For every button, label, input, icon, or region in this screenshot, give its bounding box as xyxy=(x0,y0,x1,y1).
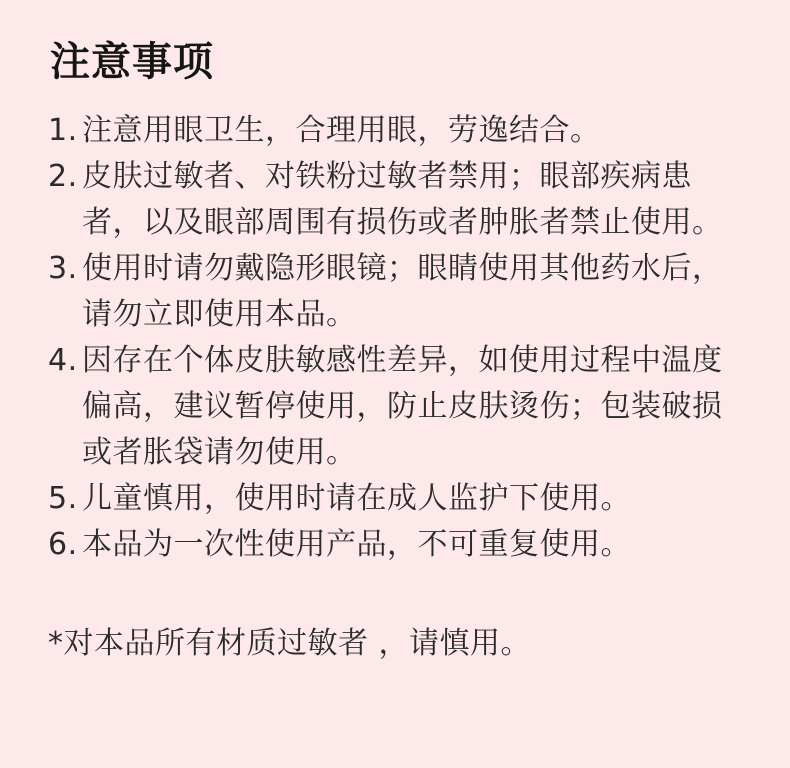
item-text: 皮肤过敏者、对铁粉过敏者禁用；眼部疾病患者，以及眼部周围有损伤或者肿胀者禁止使用。 xyxy=(82,159,723,240)
precaution-item-5 xyxy=(48,476,748,522)
item-text: 注意用眼卫生，合理用眼，劳逸结合。 xyxy=(82,113,601,148)
precautions-list xyxy=(48,108,748,568)
precaution-item-1 xyxy=(48,108,748,154)
item-number: 4. xyxy=(48,343,78,378)
item-number: 5. xyxy=(48,481,78,516)
page-title: 注意事项 xyxy=(50,39,214,85)
item-number: 2. xyxy=(48,159,78,194)
precaution-item-4 xyxy=(48,338,748,476)
allergy-note: *对本品所有材质过敏者 ，请慎用。 xyxy=(48,626,532,661)
item-text: 本品为一次性使用产品，不可重复使用。 xyxy=(82,527,631,562)
item-text: 使用时请勿戴隐形眼镜；眼睛使用其他药水后，请勿立即使用本品。 xyxy=(82,251,723,332)
item-number: 1. xyxy=(48,113,78,148)
precaution-item-2 xyxy=(48,154,748,246)
item-text: 儿童慎用，使用时请在成人监护下使用。 xyxy=(82,481,631,516)
item-number: 6. xyxy=(48,527,78,562)
precaution-item-6 xyxy=(48,522,748,568)
item-number: 3. xyxy=(48,251,78,286)
item-text: 因存在个体皮肤敏感性差异，如使用过程中温度偏高，建议暂停使用，防止皮肤烫伤；包装破损或者胀袋请勿使用。 xyxy=(82,343,723,470)
precaution-item-3 xyxy=(48,246,748,338)
